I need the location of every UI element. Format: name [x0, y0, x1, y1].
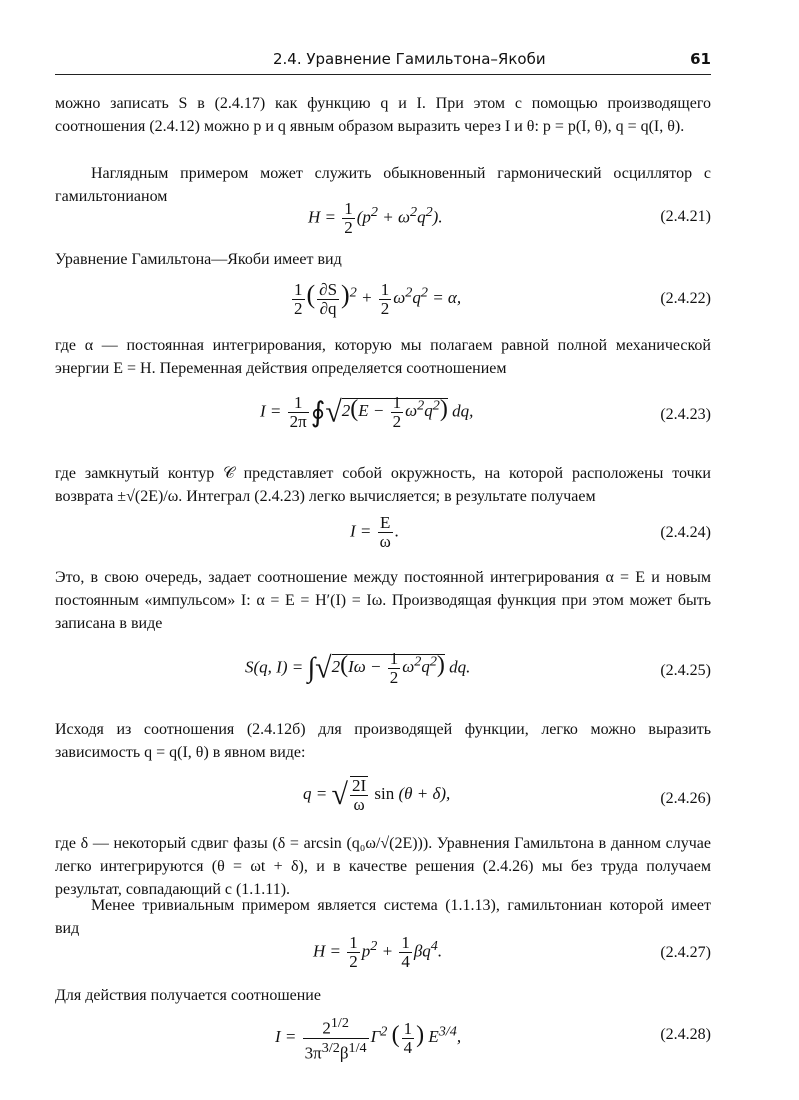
page-number: 61 [690, 50, 711, 68]
equation-body: S(q, I) = ∫√2(Iω − $\frac{1}{2}$ $\omega^2q^2$) dq. [245, 649, 471, 687]
paragraph-5: где замкнутый контур 𝒞 представляет собой окружность, на которой расположены точки возврата ±√(2E)/ω. Интеграл (2.4.23) легко вычисляется; в результате получаем [55, 465, 711, 505]
equation-number: (2.4.22) [660, 290, 711, 307]
equation-body: $\frac{1}{2}$ ( $\frac{\partial S}{\partial q}$ )$^2$ + $\frac{1}{2}$ $\omega^2q^2 = \alpha$, [294, 279, 462, 318]
paragraph-10: Для действия получается соотношение [55, 987, 321, 1004]
paragraph-2: Наглядным примером может служить обыкновенный гармонический осциллятор с гамильтонианом [55, 165, 711, 205]
equation-2-4-25 [55, 640, 711, 710]
equation-number: (2.4.24) [660, 524, 711, 541]
equation-body: I = $\frac{1}{2\pi}$ ∮√2(E − $\frac{1}{2}$ $\omega^2q^2$) dq, [260, 393, 474, 431]
equation-2-4-23 [55, 384, 711, 454]
equation-2-4-26 [55, 772, 711, 826]
equation-number: (2.4.23) [660, 406, 711, 423]
equation-2-4-22 [55, 276, 711, 326]
equation-number: (2.4.26) [660, 790, 711, 807]
paragraph-9: Менее тривиальным примером является система (1.1.13), гамильтониан которой имеет вид [55, 897, 711, 937]
equation-number: (2.4.21) [660, 208, 711, 225]
equation-body: I = $\frac{2^{1/2}}{3\pi^{3/2}\beta^{1/4}}$ $\Gamma^2$ ( $\frac{1}{4}$ ) $E^{3/4}$, [275, 1015, 462, 1063]
equation-2-4-28 [55, 1012, 711, 1062]
chapter-title: 2.4. Уравнение Гамильтона–Якоби [273, 50, 546, 68]
equation-body: H = $\frac{1}{2}$ $p^2$ + $\frac{1}{4}$ $\beta q^4$. [313, 933, 443, 971]
paragraph-4: где α — постоянная интегрирования, которую мы полагаем равной полной механической энергии E = H. Переменная действия определяется соотношением [55, 337, 711, 377]
equation-2-4-27 [55, 934, 711, 978]
paragraph-3: Уравнение Гамильтона—Якоби имеет вид [55, 251, 342, 268]
equation-number: (2.4.27) [660, 944, 711, 961]
equation-body: H = $\frac{1}{2}$ $(p^2 + \omega^2q^2)$. [308, 199, 443, 237]
equation-body: q = √ $\frac{2I}{\omega}$ sin (θ + δ), [303, 776, 451, 814]
paragraph-8: где δ — некоторый сдвиг фазы (δ = arcsin (q₀ω/√(2E))). Уравнения Гамильтона в данном случае легко интегрируются (θ = ωt + δ), и в качестве решения (2.4.26) мы без труда получаем результат, совпадающий с (1.1.11). [55, 835, 711, 898]
paragraph-6: Это, в свою очередь, задает соотношение между постоянной интегрирования α = E и новым постоянным «импульсом» I: α = E = H′(I) = Iω. Производящая функция при этом может быть записана в виде [55, 569, 711, 632]
equation-2-4-21 [55, 200, 711, 240]
running-header [55, 48, 711, 75]
equation-body: I = $\frac{E}{\omega}$ . [350, 513, 400, 551]
equation-2-4-24 [55, 514, 711, 556]
paragraph-7: Исходя из соотношения (2.4.12б) для производящей функции, легко можно выразить зависимость q = q(I, θ) в явном виде: [55, 721, 711, 761]
equation-number: (2.4.25) [660, 662, 711, 679]
paragraph-1: можно записать S в (2.4.17) как функцию q и I. При этом с помощью производящего соотношения (2.4.12) можно p и q явным образом выразить через I и θ: p = p(I, θ), q = q(I, θ). [55, 95, 711, 135]
equation-number: (2.4.28) [660, 1026, 711, 1043]
